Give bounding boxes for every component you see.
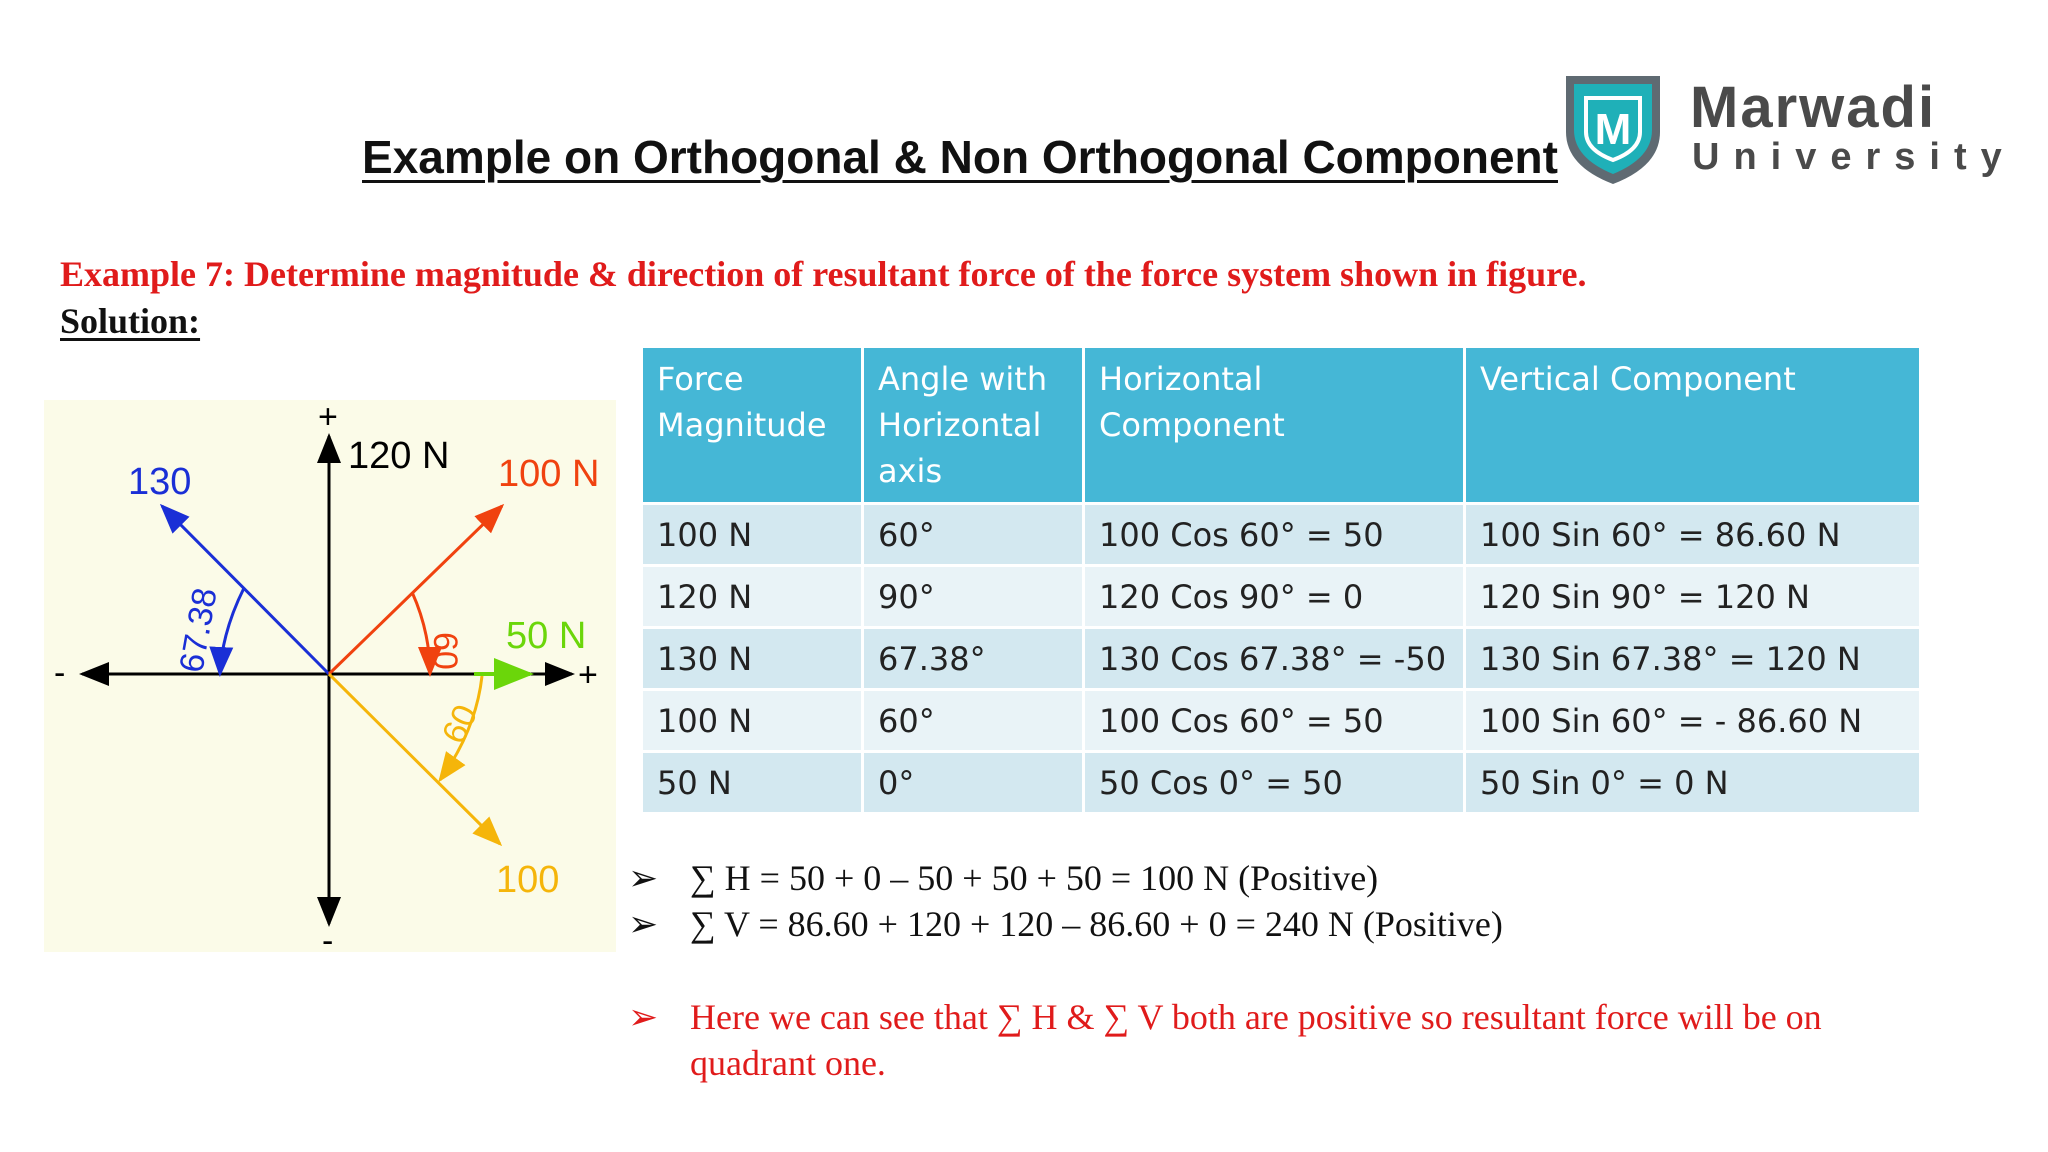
angle-label-60-upper: 60 xyxy=(426,632,464,670)
logo-emblem-letter: M xyxy=(1594,105,1632,154)
logo-subtitle: University xyxy=(1692,136,2016,178)
label-130: 130 xyxy=(128,461,192,503)
cell-horizontal: 100 Cos 60° = 50 xyxy=(1084,504,1465,566)
solution-label: Solution: xyxy=(60,301,201,341)
slide-title-text: Example on Orthogonal & Non Orthogonal Component xyxy=(362,131,1558,183)
angle-arc-6738 xyxy=(220,588,244,674)
force-diagram xyxy=(44,400,616,952)
force-100-upper-arrow xyxy=(329,506,502,674)
cell-force: 50 N xyxy=(642,752,863,814)
cell-vertical: 100 Sin 60° = 86.60 N xyxy=(1465,504,1921,566)
cell-angle: 60° xyxy=(863,504,1084,566)
cell-angle: 67.38° xyxy=(863,628,1084,690)
conclusion xyxy=(628,994,1928,1086)
university-logo xyxy=(1558,70,2018,190)
table-row xyxy=(642,628,1921,690)
axis-plus-y: + xyxy=(318,400,338,436)
sum-h-text: ∑ H = 50 + 0 – 50 + 50 + 50 = 100 N (Positive) xyxy=(690,858,1379,898)
table-header-row xyxy=(642,347,1921,504)
label-100-lower: 100 xyxy=(496,859,560,901)
cell-vertical: 100 Sin 60° = - 86.60 N xyxy=(1465,690,1921,752)
cell-angle: 60° xyxy=(863,690,1084,752)
conclusion-text: Here we can see that ∑ H & ∑ V both are positive so resultant force will be on quadrant one. xyxy=(690,997,1822,1083)
label-50: 50 N xyxy=(506,615,587,657)
axis-plus-x: + xyxy=(578,656,598,694)
bullet-arrow-icon: ➢ xyxy=(628,858,659,898)
label-120: 120 N xyxy=(348,435,450,477)
cell-horizontal: 120 Cos 90° = 0 xyxy=(1084,566,1465,628)
shield-icon xyxy=(1558,70,1668,188)
table-row xyxy=(642,752,1921,814)
list-item xyxy=(628,901,1503,947)
cell-angle: 0° xyxy=(863,752,1084,814)
angle-label-6738: 67.38 xyxy=(172,584,225,676)
cell-vertical: 130 Sin 67.38° = 120 N xyxy=(1465,628,1921,690)
components-table xyxy=(640,345,1922,815)
header-horizontal: Horizontal Component xyxy=(1084,347,1465,504)
example-statement: Example 7: Determine magnitude & direction of resultant force of the force system shown in figure. xyxy=(60,254,1587,294)
cell-force: 100 N xyxy=(642,504,863,566)
sum-v-text: ∑ V = 86.60 + 120 + 120 – 86.60 + 0 = 240 N (Positive) xyxy=(690,904,1503,944)
cell-force: 100 N xyxy=(642,690,863,752)
table-row xyxy=(642,566,1921,628)
header-angle: Angle with Horizontal axis xyxy=(863,347,1084,504)
axis-minus-x: - xyxy=(54,654,66,692)
cell-force: 120 N xyxy=(642,566,863,628)
cell-horizontal: 50 Cos 0° = 50 xyxy=(1084,752,1465,814)
cell-angle: 90° xyxy=(863,566,1084,628)
cell-horizontal: 130 Cos 67.38° = -50 xyxy=(1084,628,1465,690)
cell-force: 130 N xyxy=(642,628,863,690)
header-vertical: Vertical Component xyxy=(1465,347,1921,504)
summation-list xyxy=(628,855,1503,947)
table-row xyxy=(642,504,1921,566)
label-100-upper: 100 N xyxy=(498,453,600,495)
table-row xyxy=(642,690,1921,752)
force-100-lower-arrow xyxy=(329,674,500,844)
bullet-arrow-icon: ➢ xyxy=(628,904,659,944)
list-item xyxy=(628,855,1503,901)
bullet-arrow-icon: ➢ xyxy=(628,997,659,1037)
cell-vertical: 50 Sin 0° = 0 N xyxy=(1465,752,1921,814)
angle-label-60-lower: 60 xyxy=(434,699,486,750)
logo-name: Marwadi xyxy=(1690,75,1937,140)
header-force-magnitude: Force Magnitude xyxy=(642,347,863,504)
cell-horizontal: 100 Cos 60° = 50 xyxy=(1084,690,1465,752)
axis-minus-y: - xyxy=(322,922,334,952)
cell-vertical: 120 Sin 90° = 120 N xyxy=(1465,566,1921,628)
